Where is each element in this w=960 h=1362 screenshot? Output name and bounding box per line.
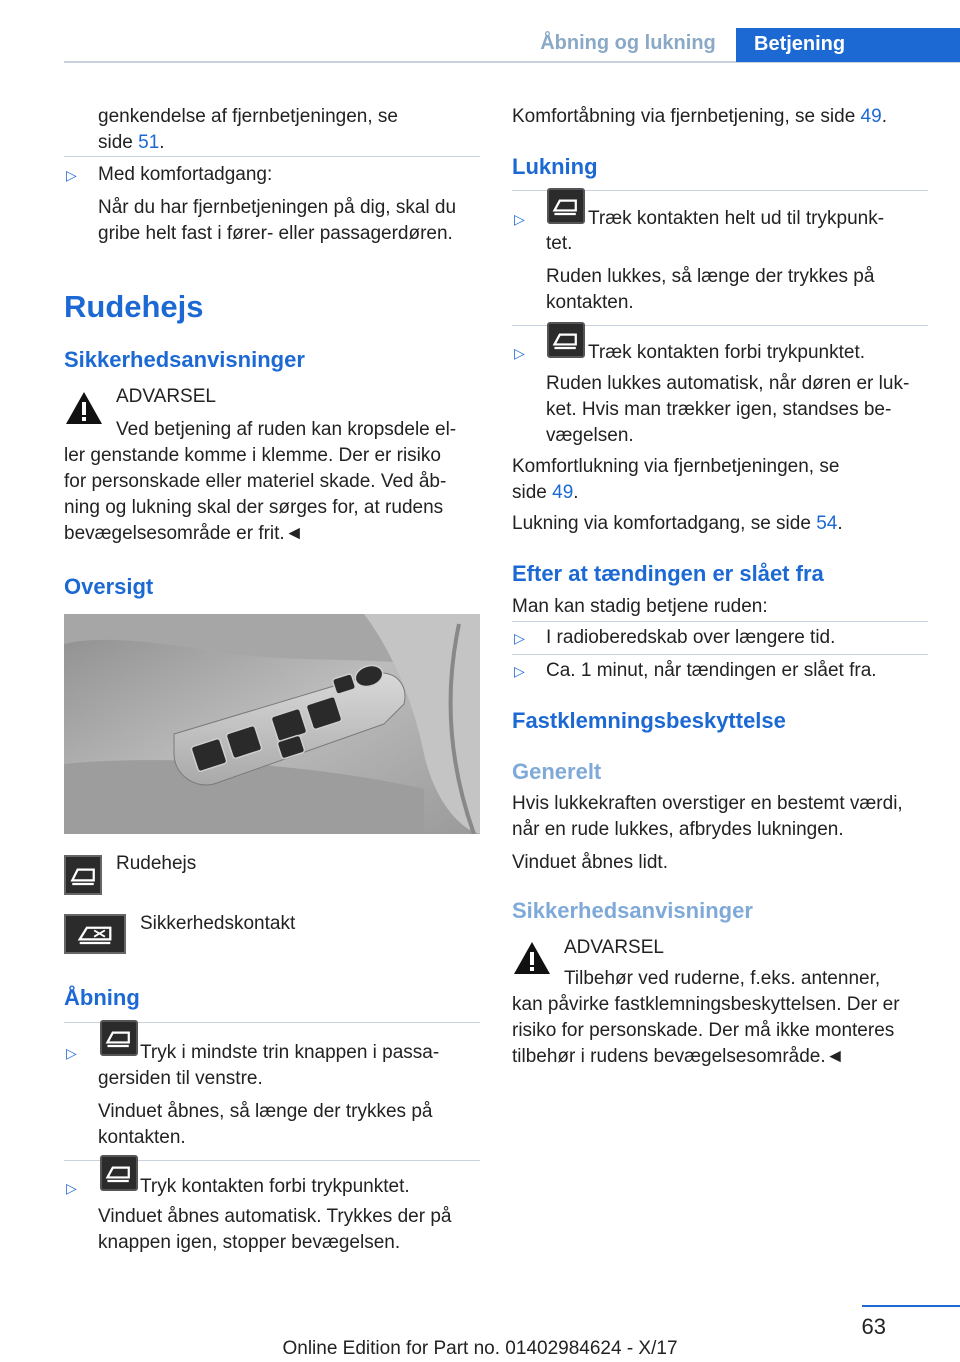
bullet-triangle-icon: ▷ [66, 1045, 77, 1061]
heading-general: Generelt [512, 759, 602, 784]
open-step1-line1: Tryk i mindste trin knappen i passa‐ [140, 1042, 440, 1063]
open-step2-line1: Tryk kontakten forbi trykpunktet. [140, 1176, 410, 1197]
window-switch-icon [100, 1155, 138, 1191]
page-link-49[interactable]: 49 [552, 482, 574, 503]
close-step2-body: Ruden lukkes automatisk, når døren er luk‐ ket. Hvis man trækker igen, standses be‐ vægelsen. [546, 373, 910, 446]
window-switch-icon [547, 322, 585, 358]
divider [512, 621, 928, 622]
bullet-triangle-icon: ▷ [514, 630, 525, 646]
warning2-title: ADVARSEL [564, 937, 664, 958]
ignition-intro: Man kan stadig betjene ruden: [512, 596, 768, 617]
heading-safety-2: Sikkerhedsanvisninger [512, 898, 753, 923]
close-step1-body: tet. Ruden lukkes, så længe der trykkes på kontakten. [546, 233, 875, 313]
page-link-51[interactable]: 51 [138, 132, 160, 153]
heading-safety: Sikkerhedsanvisninger [64, 347, 305, 372]
bullet-triangle-icon: ▷ [514, 345, 525, 361]
heading-abning: Åbning [64, 985, 140, 1010]
comfort-open-text: Komfortåbning via fjernbetjening, se side 49. [512, 106, 887, 127]
close-step2-line1: Træk kontakten forbi trykpunktet. [588, 342, 866, 363]
bullet-triangle-icon: ▷ [66, 167, 77, 183]
heading-oversigt: Oversigt [64, 574, 154, 599]
heading-rudehejs: Rudehejs [64, 289, 204, 324]
open-step2-body: Vinduet åbnes automatisk. Trykkes der på knappen igen, stopper bevægelsen. [98, 1206, 452, 1253]
divider [512, 654, 928, 655]
bullet-triangle-icon: ▷ [66, 1180, 77, 1196]
ignition-bullet-2: Ca. 1 minut, når tændingen er slået fra. [546, 660, 877, 681]
general-body: Hvis lukkekraften overstiger en bestemt værdi, når en rude lukkes, afbrydes lukningen. Vinduet åbnes lidt. [512, 793, 903, 873]
intro-text: genkendelse af fjernbetjeningen, se side 51. [98, 106, 399, 153]
comfort-close-text: Komfortlukning via fjernbetjeningen, se side 49. [512, 456, 840, 503]
heading-pinch-protection: Fastklemningsbeskyttelse [512, 708, 786, 733]
safety-switch-icon [64, 914, 126, 954]
bullet-triangle-icon: ▷ [514, 663, 525, 679]
bullet-comfort-access: Med komfortadgang: Når du har fjernbetjeningen på dig, skal du gribe helt fast i fører- eller passagerdøren. [98, 164, 457, 244]
door-panel-photo [64, 614, 480, 834]
open-step1-body: gersiden til venstre. Vinduet åbnes, så længe der trykkes på kontakten. [98, 1068, 433, 1148]
footer-rule [862, 1305, 960, 1307]
heading-ignition-off: Efter at tændingen er slået fra [512, 561, 824, 586]
header-chapter-tab[interactable]: Betjening [736, 28, 960, 62]
page-link-49[interactable]: 49 [860, 106, 882, 127]
warning-body: Ved betjening af ruden kan kropsdele el‐ ler genstande komme i klemme. Der er risiko for personskade eller materiel skade. Ved åb‐ ning og lukning skal der sørges for, at rudens bevægelsesområde er frit.◄ [64, 419, 457, 544]
warning-title: ADVARSEL [116, 386, 216, 407]
legend-rudehejs: Rudehejs [116, 853, 197, 874]
warning2-body: Tilbehør ved ruderne, f.eks. antenner, kan påvirke fastklemningsbeskyttelsen. Der er risiko for personskade. Der må ikke monteres tilbehør i rudens bevægelsesområde.◄ [512, 968, 900, 1067]
edition-note: Online Edition for Part no. 01402984624 - X/17 [282, 1338, 678, 1359]
page-number: 63 [861, 1314, 886, 1339]
window-switch-icon [64, 855, 102, 895]
bullet-triangle-icon: ▷ [514, 211, 525, 227]
heading-lukning: Lukning [512, 154, 598, 179]
ignition-bullet-1: I radioberedskab over længere tid. [546, 627, 836, 648]
window-switch-icon [547, 188, 585, 224]
window-switch-icon [100, 1020, 138, 1056]
close-step1-line1: Træk kontakten helt ud til trykpunk‐ [588, 208, 885, 229]
divider [64, 156, 480, 157]
header-section-title[interactable]: Åbning og lukning [540, 32, 716, 54]
close-access-text: Lukning via komfortadgang, se side 54. [512, 513, 843, 534]
legend-safety-switch: Sikkerhedskontakt [140, 913, 296, 934]
page-link-54[interactable]: 54 [816, 513, 838, 534]
